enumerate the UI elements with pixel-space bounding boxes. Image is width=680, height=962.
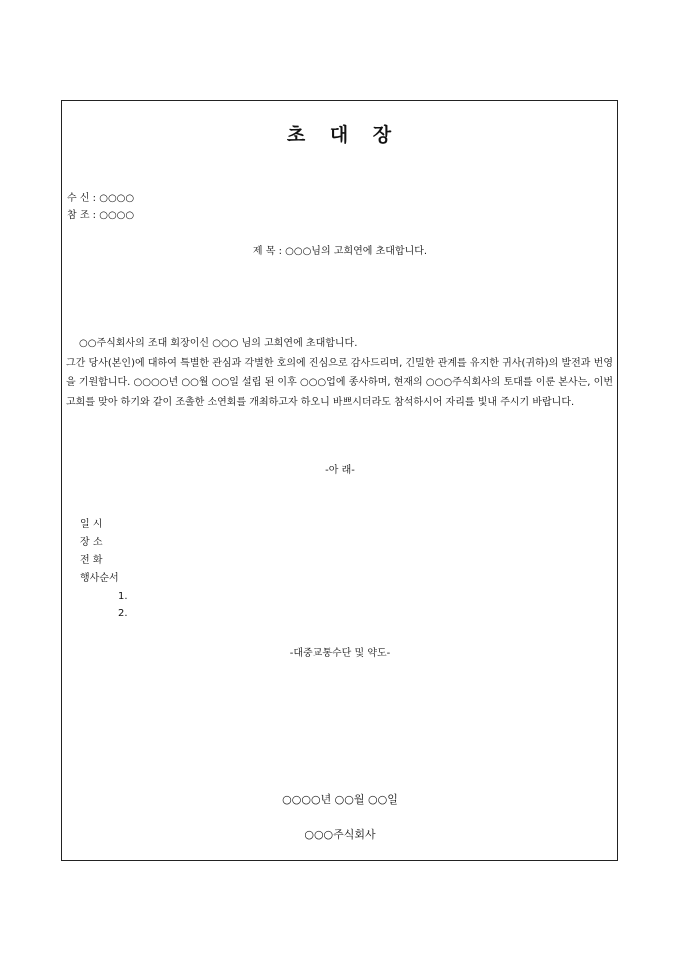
- subject-line: 제 목 : ○○○님의 고희연에 초대합니다.: [252, 246, 428, 257]
- event-details: [80, 516, 128, 622]
- program-item-1: 1.: [118, 591, 128, 602]
- date-label: 일 시: [80, 519, 103, 530]
- place-label: 장 소: [80, 537, 103, 548]
- transport-heading: -대중교통수단 및 약도-: [289, 648, 391, 659]
- company-name: ○○○주식회사: [304, 828, 376, 841]
- reference-line: 참 조 : ○○○○: [67, 210, 135, 221]
- below-heading: -아 래-: [325, 465, 355, 476]
- body-text: [66, 334, 613, 412]
- body-intro: ○○주식회사의 조대 회장이신 ○○○ 님의 고희연에 초대합니다.: [79, 338, 358, 349]
- document-frame: [61, 100, 618, 861]
- document-title: 초 대 장: [286, 124, 394, 146]
- program-item-2: 2.: [118, 608, 128, 619]
- phone-label: 전 화: [80, 555, 103, 566]
- recipient-line: 수 신 : ○○○○: [67, 193, 135, 204]
- body-paragraph: 그간 당사(본인)에 대하여 특별한 관심과 각별한 호의에 진심으로 감사드리며, 긴밀한 관계를 유지한 귀사(귀하)의 발전과 번영을 기원합니다. ○○○○년 ○○월 ○○일 설립 된 이후 ○○○업에 종사하며, 현재의 ○○○주식회사의 토대를 이룬 본사는, 이번 고희를 맞아 하기와 같이 조촐한 소연회를 개최하고자 하오니 바쁘시더라도 참석하시어 자리를 빛내 주시기 바랍니다.: [66, 357, 613, 408]
- issue-date: ○○○○년 ○○월 ○○일: [282, 793, 398, 806]
- program-label: 행사순서: [80, 573, 119, 584]
- address-block: [67, 190, 134, 224]
